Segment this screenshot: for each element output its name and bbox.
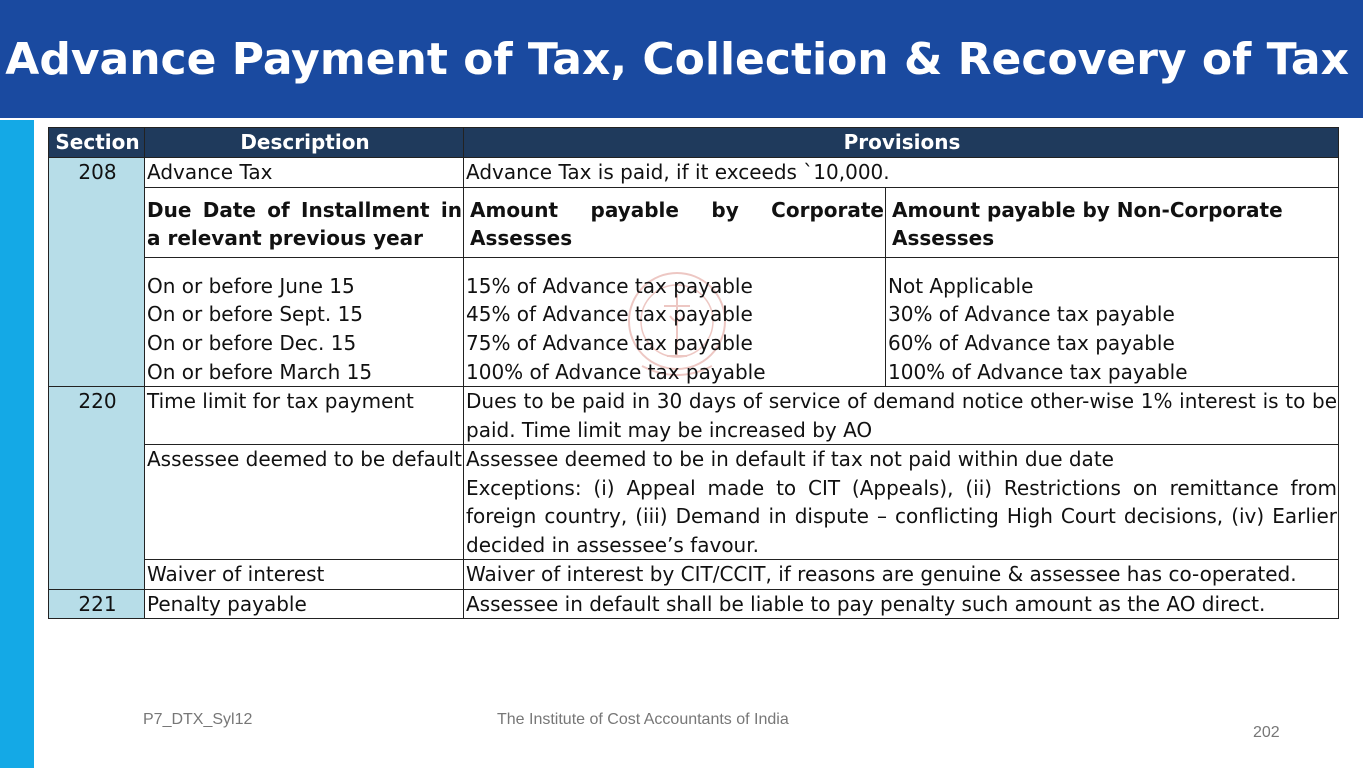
provision-time-limit: Dues to be paid in 30 days of service of demand notice other-wise 1% interest is to be paid. Time limit may be increased by AO <box>464 387 1339 445</box>
list-item: On or before March 15 <box>147 359 373 384</box>
list-item: 30% of Advance tax payable <box>888 302 1175 327</box>
page-number: 202 <box>1253 724 1280 741</box>
desc-penalty: Penalty payable <box>145 589 464 619</box>
list-item: 100% of Advance tax payable <box>466 359 766 384</box>
table-row <box>49 158 1339 188</box>
installment-dates <box>145 257 464 387</box>
header-provisions: Provisions <box>464 128 1339 158</box>
table-row <box>49 589 1339 619</box>
provision-deemed-default <box>464 445 1339 560</box>
corporate-amounts <box>464 257 886 387</box>
header-description: Description <box>145 128 464 158</box>
desc-deemed-default: Assessee deemed to be default <box>145 445 464 560</box>
table-row <box>49 560 1339 590</box>
provision-waiver: Waiver of interest by CIT/CCIT, if reasons are genuine & assessee has co-operated. <box>464 560 1339 590</box>
non-corporate-amounts <box>886 257 1339 387</box>
provision-line: Assessee deemed to be in default if tax not paid within due date <box>466 447 1114 472</box>
desc-waiver: Waiver of interest <box>145 560 464 590</box>
list-item: 45% of Advance tax payable <box>466 302 753 327</box>
slide-header <box>0 0 1363 118</box>
section-220: 220 <box>49 387 145 590</box>
table-row <box>49 257 1339 387</box>
header-section: Section <box>49 128 145 158</box>
list-item: On or before June 15 <box>147 273 355 298</box>
subheader-corporate: Amount payable by Corporate Assesses <box>464 187 886 257</box>
list-item: 100% of Advance tax payable <box>888 359 1188 384</box>
provision-advance-tax: Advance Tax is paid, if it exceeds `10,000. <box>464 158 1339 188</box>
list-item: 60% of Advance tax payable <box>888 330 1175 355</box>
footer-course-code: P7_DTX_Syl12 <box>143 711 253 728</box>
table-header-row <box>49 128 1339 158</box>
desc-advance-tax: Advance Tax <box>145 158 464 188</box>
list-item: 75% of Advance tax payable <box>466 330 753 355</box>
slide-title: Advance Payment of Tax, Collection & Recovery of Tax <box>5 34 1349 85</box>
list-item: 15% of Advance tax payable <box>466 273 753 298</box>
footer-institute: The Institute of Cost Accountants of India <box>497 711 789 728</box>
provision-exceptions: Exceptions: (i) Appeal made to CIT (Appeals), (ii) Restrictions on remittance from foreign country, (iii) Demand in dispute – conflicting High Court decisions, (iv) Earlier decided in assessee’s favour. <box>466 475 1338 557</box>
table-row <box>49 445 1339 560</box>
left-accent-bar <box>0 120 34 768</box>
provision-penalty: Assessee in default shall be liable to pay penalty such amount as the AO direct. <box>464 589 1339 619</box>
subheader-non-corporate: Amount payable by Non-Corporate Assesses <box>886 187 1339 257</box>
table-row <box>49 187 1339 257</box>
list-item: On or before Sept. 15 <box>147 302 364 327</box>
section-208: 208 <box>49 158 145 387</box>
table-row <box>49 387 1339 445</box>
section-221: 221 <box>49 589 145 619</box>
list-item: On or before Dec. 15 <box>147 330 357 355</box>
provisions-table <box>48 127 1339 619</box>
desc-time-limit: Time limit for tax payment <box>145 387 464 445</box>
list-item: Not Applicable <box>888 273 1034 298</box>
subheader-due-date: Due Date of Installment in a relevant previous year <box>145 187 464 257</box>
